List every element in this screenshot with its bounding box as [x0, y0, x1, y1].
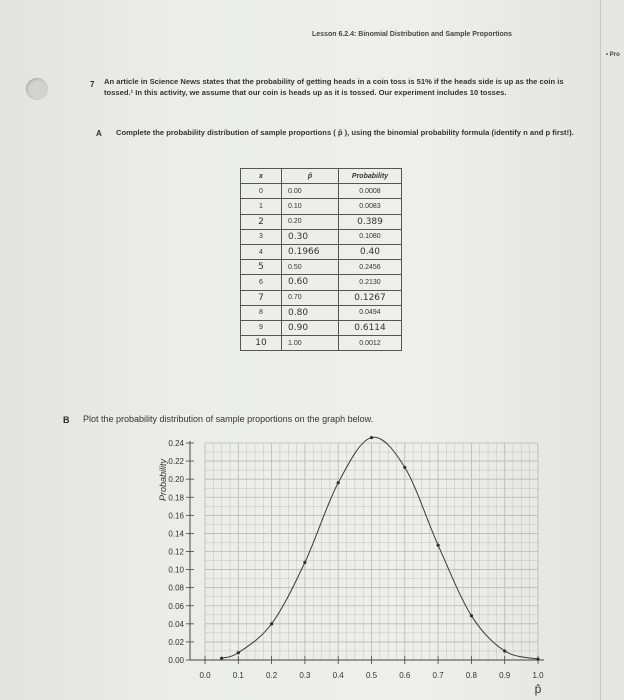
data-point — [370, 436, 373, 439]
lesson-title: Lesson 6.2.4: Binomial Distribution and Sample Proportions — [312, 31, 512, 38]
data-point — [503, 649, 506, 652]
cell-x: 4 — [241, 244, 282, 259]
header-p-hat: p̂ — [282, 169, 339, 184]
y-tick-label: 0.16 — [168, 511, 184, 521]
cell-x: 9 — [241, 320, 282, 335]
data-point — [403, 466, 406, 469]
cell-p-hat: 0.70 — [282, 290, 339, 305]
graph-grid — [205, 443, 538, 660]
y-tick-label: 0.00 — [168, 656, 184, 665]
data-point — [220, 657, 223, 660]
cell-p-hat: 0.60 — [282, 275, 339, 290]
y-tick-label: 0.10 — [168, 565, 184, 575]
y-tick-label: 0.22 — [168, 457, 184, 467]
x-tick-label: 0.3 — [299, 671, 311, 680]
x-tick-label: 0.1 — [232, 671, 244, 680]
part-a-letter: A — [96, 129, 102, 138]
next-page-text: • Pro — [606, 52, 620, 58]
cell-x: 3 — [241, 229, 282, 244]
x-tick-label: 1.0 — [532, 671, 544, 680]
y-tick-label: 0.18 — [168, 493, 184, 503]
cell-probability: 0.0012 — [339, 336, 402, 351]
x-axis-label: p̂ — [534, 682, 542, 696]
data-point — [470, 614, 473, 617]
cell-p-hat: 0.1966 — [282, 244, 339, 259]
cell-probability: 0.1267 — [339, 290, 402, 305]
cell-p-hat: 0.50 — [282, 260, 339, 275]
cell-probability: 0.0008 — [339, 184, 402, 199]
data-point — [337, 481, 340, 484]
part-b-letter: B — [63, 415, 70, 425]
x-tick-label: 0.9 — [499, 671, 511, 680]
y-tick-label: 0.02 — [168, 637, 184, 647]
x-tick-label: 0.7 — [432, 671, 444, 680]
cell-x: 10 — [241, 336, 282, 351]
data-point — [270, 622, 273, 625]
y-axis-label: Probability — [158, 458, 168, 502]
x-tick-label: 0.4 — [332, 671, 344, 680]
x-tick-label: 0.2 — [266, 671, 278, 680]
cell-probability: 0.0083 — [339, 199, 402, 214]
header-x: x — [241, 169, 282, 184]
cell-x: 6 — [241, 275, 282, 290]
y-tick-label: 0.06 — [168, 601, 184, 611]
cell-x: 1 — [241, 199, 282, 214]
y-tick-label: 0.12 — [168, 547, 184, 557]
y-tick-label: 0.14 — [168, 529, 184, 539]
cell-p-hat: 0.10 — [282, 199, 339, 214]
cell-probability: 0.2456 — [339, 260, 402, 275]
cell-probability: 0.40 — [339, 244, 402, 259]
cell-p-hat: 0.80 — [282, 305, 339, 320]
y-tick-label: 0.20 — [168, 475, 184, 485]
x-tick-label: 0.5 — [365, 671, 378, 680]
graph-axes — [190, 441, 544, 660]
cell-x: 5 — [241, 260, 282, 275]
cell-p-hat: 0.20 — [282, 214, 339, 229]
cell-x: 8 — [241, 305, 282, 320]
cell-probability: 0.2130 — [339, 275, 402, 290]
part-a-text: Complete the probability distribution of sample proportions ( p̂ ), using the binomial probability formula (identify n and p first!). — [116, 128, 574, 137]
header-probability: Probability — [339, 169, 402, 184]
cell-probability: 0.0494 — [339, 305, 402, 320]
next-page-edge — [600, 0, 624, 700]
cell-probability: 0.389 — [339, 214, 402, 229]
x-tick-label: 0.8 — [465, 671, 477, 680]
cell-x: 7 — [241, 290, 282, 305]
cell-p-hat: 0.90 — [282, 320, 339, 335]
cell-probability: 0.6114 — [339, 320, 402, 335]
cell-probability: 0.1080 — [339, 229, 402, 244]
cell-x: 2 — [241, 214, 282, 229]
data-point — [536, 657, 539, 660]
cell-x: 0 — [241, 184, 282, 199]
y-tick-label: 0.08 — [168, 583, 184, 593]
question-number: 7 — [90, 80, 95, 89]
cell-p-hat: 0.00 — [282, 184, 339, 199]
question-text: An article in Science News states that the probability of getting heads in a coin toss is 51% if the heads side is up as the coin is tossed.¹ In this activity, we assume that our coin is heads up as it is tossed. Our experiment includes 10 tosses. — [104, 77, 564, 97]
cell-p-hat: 1.00 — [282, 336, 339, 351]
data-point — [437, 544, 440, 547]
y-tick-label: 0.04 — [168, 619, 184, 629]
cell-p-hat: 0.30 — [282, 229, 339, 244]
data-point — [303, 561, 306, 564]
y-tick-label: 0.24 — [168, 439, 184, 448]
x-tick-label: 0.6 — [399, 671, 411, 680]
part-b-text: Plot the probability distribution of sample proportions on the graph below. — [83, 414, 374, 424]
x-tick-label: 0.0 — [199, 671, 211, 680]
data-point — [237, 651, 240, 654]
